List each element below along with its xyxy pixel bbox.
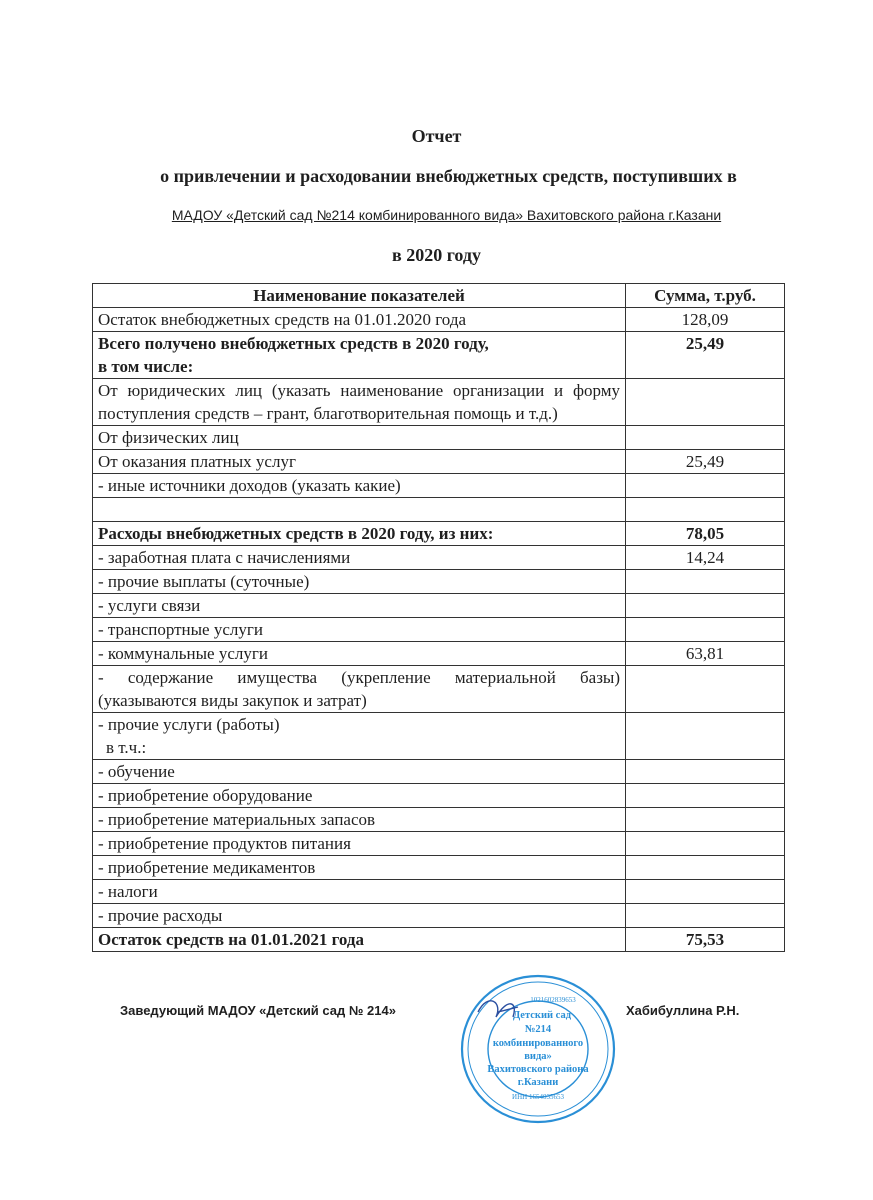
table-row: [93, 880, 785, 904]
svg-text:Детский сад: Детский сад: [512, 1010, 572, 1021]
table-row: [93, 784, 785, 808]
table-row: [93, 713, 785, 760]
row-value: [626, 379, 785, 426]
document-title: Отчет: [411, 126, 462, 146]
row-label: - услуги связи: [93, 594, 626, 618]
table-row: [93, 522, 785, 546]
row-value: [626, 594, 785, 618]
row-label-line1: - прочие услуги (работы): [98, 715, 280, 734]
row-label: Остаток средств на 01.01.2021 года: [93, 928, 626, 952]
table-row-empty: [93, 498, 785, 522]
header-indicator-name: Наименование показателей: [93, 284, 626, 308]
svg-text:ИНН 1654035653: ИНН 1654035653: [512, 1093, 564, 1101]
row-label: От физических лиц: [93, 426, 626, 450]
row-label: - коммунальные услуги: [93, 642, 626, 666]
table-row: [93, 618, 785, 642]
organization-name: [10, 207, 873, 223]
row-value: 78,05: [626, 522, 785, 546]
row-label-line2: в том числе:: [98, 357, 194, 376]
row-value: [626, 426, 785, 450]
row-value: 14,24: [626, 546, 785, 570]
table-row: [93, 760, 785, 784]
table-row: [93, 474, 785, 498]
row-label: - налоги: [93, 880, 626, 904]
svg-text:вида»: вида»: [524, 1051, 552, 1062]
row-value: 25,49: [626, 332, 785, 379]
row-label: - обучение: [93, 760, 626, 784]
row-value: [626, 832, 785, 856]
row-label: - транспортные услуги: [93, 618, 626, 642]
report-period: в 2020 году: [391, 245, 482, 265]
row-label: Расходы внебюджетных средств в 2020 году, из них:: [93, 522, 626, 546]
row-label: - прочие расходы: [93, 904, 626, 928]
row-value: [626, 666, 785, 713]
table-row: [93, 856, 785, 880]
table-row: [93, 642, 785, 666]
table-row: [93, 450, 785, 474]
row-value: [626, 474, 785, 498]
table-header-row: [93, 284, 785, 308]
table-row: [93, 546, 785, 570]
table-row: [93, 379, 785, 426]
table-row: [93, 426, 785, 450]
row-value: 25,49: [626, 450, 785, 474]
row-value: 75,53: [626, 928, 785, 952]
director-position: Заведующий МАДОУ «Детский сад № 214»: [120, 1003, 396, 1018]
row-value: 63,81: [626, 642, 785, 666]
row-label: - иные источники доходов (указать какие): [93, 474, 626, 498]
table-row: [93, 332, 785, 379]
row-label: - приобретение продуктов питания: [93, 832, 626, 856]
row-label: [93, 332, 626, 379]
row-label-line2: в т.ч.:: [106, 738, 147, 757]
row-value: [626, 856, 785, 880]
row-value: 128,09: [626, 308, 785, 332]
report-table: [92, 283, 785, 952]
svg-text:комбинированного: комбинированного: [492, 1038, 584, 1049]
table-row: [93, 308, 785, 332]
svg-text:№214: №214: [524, 1024, 552, 1035]
svg-text:г.Казани: г.Казани: [517, 1077, 559, 1088]
row-value: [626, 808, 785, 832]
row-label-line1: Всего получено внебюджетных средств в 2020 году,: [98, 334, 489, 353]
row-label: - прочие выплаты (суточные): [93, 570, 626, 594]
header-amount: Сумма, т.руб.: [626, 284, 785, 308]
row-label: - приобретение оборудование: [93, 784, 626, 808]
row-label: - содержание имущества (укрепление материальной базы) (указываются виды закупок и затрат): [93, 666, 626, 713]
row-label: От юридических лиц (указать наименование организации и форму поступления средств – грант, благотворительная помощь и т.д.): [93, 379, 626, 426]
row-label: - приобретение медикаментов: [93, 856, 626, 880]
director-name: Хабибуллина Р.Н.: [626, 1003, 740, 1018]
organization-name-text: МАДОУ «Детский сад №214 комбинированного вида» Вахитовского района г.Казани: [171, 207, 722, 223]
table-row: [93, 808, 785, 832]
row-label: - заработная плата с начислениями: [93, 546, 626, 570]
document-subtitle: о привлечении и расходовании внебюджетных средств, поступивших в: [160, 166, 737, 186]
row-label: Остаток внебюджетных средств на 01.01.2020 года: [93, 308, 626, 332]
table-row: [93, 594, 785, 618]
row-label: От оказания платных услуг: [93, 450, 626, 474]
table-row: [93, 666, 785, 713]
row-value: [626, 880, 785, 904]
row-label: [93, 498, 626, 522]
table-row: [93, 832, 785, 856]
row-label: - приобретение материальных запасов: [93, 808, 626, 832]
row-value: [626, 498, 785, 522]
row-value: [626, 570, 785, 594]
row-value: [626, 760, 785, 784]
official-stamp: [458, 972, 618, 1126]
table-row-total: [93, 928, 785, 952]
svg-text:Вахитовского района: Вахитовского района: [487, 1064, 589, 1075]
row-value: [626, 618, 785, 642]
table-row: [93, 570, 785, 594]
row-value: [626, 784, 785, 808]
row-value: [626, 904, 785, 928]
row-value: [626, 713, 785, 760]
stamp-seal-icon: [458, 972, 618, 1126]
table-row: [93, 904, 785, 928]
row-label: [93, 713, 626, 760]
svg-text:1021602839653: 1021602839653: [530, 996, 576, 1004]
